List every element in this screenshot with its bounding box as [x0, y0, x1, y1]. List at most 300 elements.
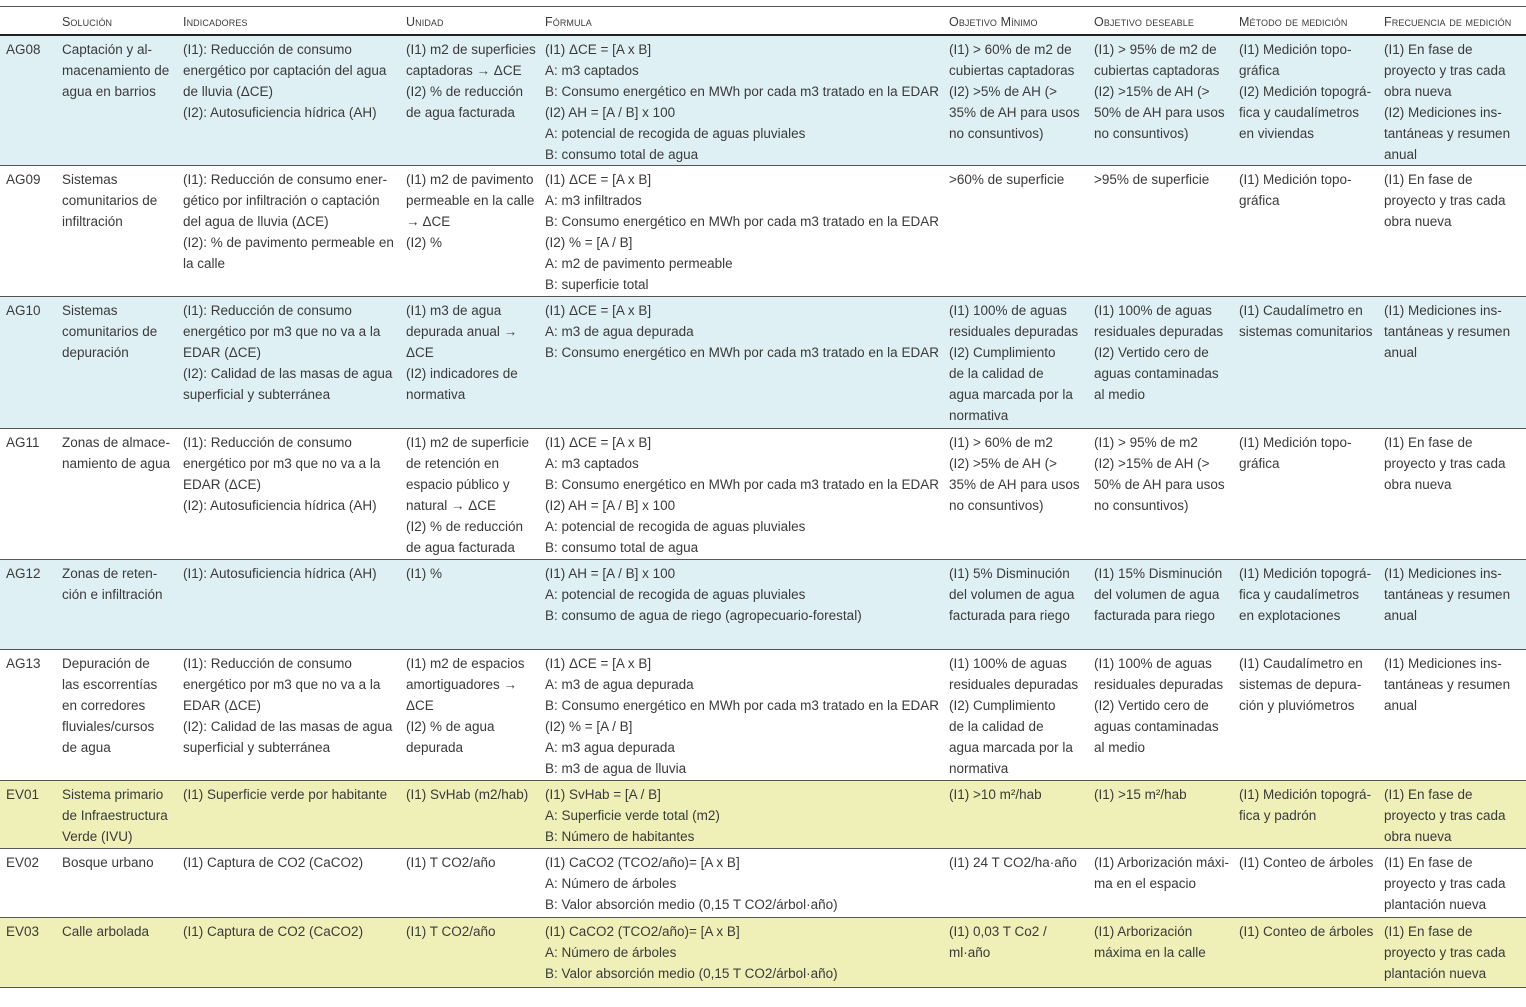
cell-line: (I1) SvHab = [A / B]	[545, 787, 661, 802]
cell-line: EDAR (ΔCE)	[183, 477, 262, 492]
cell-line: (I1) Caudalímetro en	[1239, 303, 1363, 318]
row-code: AG09	[6, 172, 41, 187]
cell-line: ción e infiltración	[62, 587, 163, 602]
cell-solucion	[56, 650, 177, 781]
cell-obj-min	[943, 849, 1088, 918]
cell-line: 35% de AH para usos	[949, 477, 1080, 492]
cell-line: A: m3 agua depurada	[545, 740, 675, 755]
cell-line: proyecto y tras cada	[1384, 193, 1506, 208]
cell-metodo	[1233, 560, 1378, 650]
cell-line: (I1) Captura de CO2 (CaCO2)	[183, 855, 364, 870]
cell-line: (I2) >15% de AH (>	[1094, 456, 1210, 471]
cell-line: normativa	[949, 761, 1009, 776]
cell-line: Bosque urbano	[62, 855, 154, 870]
cell-line: (I1) Mediciones ins-	[1384, 656, 1502, 671]
cell-line: (I1) CaCO2 (TCO2/año)= [A x B]	[545, 855, 740, 870]
cell-line: infiltración	[62, 214, 123, 229]
cell-line: B: Consumo energético en MWh por cada m3 tratado en la EDAR	[545, 214, 939, 229]
cell-formula	[539, 429, 943, 560]
cell-frecuencia	[1378, 166, 1526, 297]
cell-line: B: consumo total de agua	[545, 540, 699, 555]
cell-line: (I2) Cumplimiento	[949, 698, 1056, 713]
cell-frecuencia	[1378, 35, 1526, 166]
cell-line: residuales depuradas	[949, 324, 1079, 339]
cell-line: la calle	[183, 256, 226, 271]
cell-metodo	[1233, 429, 1378, 560]
cell-line: (I2) AH = [A / B] x 100	[545, 104, 676, 120]
cell-line: (I1) >10 m²/hab	[949, 787, 1042, 802]
cell-line: normativa	[406, 387, 466, 402]
cell-line: (I2): Calidad de las masas de agua	[183, 366, 393, 381]
cell-line: máxima en la calle	[1094, 945, 1206, 960]
cell-line: (I2) >5% de AH (>	[949, 83, 1058, 99]
cell-line: (I1) T CO2/año	[406, 855, 496, 870]
cell-line: captadoras → ΔCE	[406, 62, 522, 78]
cell-line: 50% de AH para usos	[1094, 104, 1225, 120]
cell-obj-des	[1088, 560, 1233, 650]
cell-line: obra nueva	[1384, 829, 1452, 844]
cell-line: (I1) Medición topo-	[1239, 435, 1352, 450]
row-code: AG13	[6, 656, 41, 671]
row-code: EV02	[6, 855, 40, 870]
row-code: AG11	[6, 435, 40, 450]
cell-line: (I2): Autosuficiencia hídrica (AH)	[183, 498, 377, 513]
cell-line: no consuntivos)	[1094, 125, 1189, 141]
cell-line: (I1) Medición topográ-	[1239, 566, 1372, 581]
cell-solucion	[56, 166, 177, 297]
cell-line: (I1) SvHab (m2/hab)	[406, 787, 529, 802]
cell-line: (I1) En fase de	[1384, 41, 1473, 57]
cell-line: amortiguadores →	[406, 677, 518, 692]
header-formula: Fórmula	[545, 15, 592, 29]
cell-line: (I1): Autosuficiencia hídrica (AH)	[183, 566, 377, 581]
header-objetivo-deseable: Objetivo deseable	[1094, 15, 1194, 29]
cell-line: superficial y subterránea	[183, 387, 331, 402]
header-unidad: Unidad	[406, 15, 444, 29]
cell-line: (I2): % de pavimento permeable en	[183, 235, 394, 250]
cell-obj-des	[1088, 429, 1233, 560]
cell-line: agua marcada por la	[949, 740, 1073, 755]
cell-line: (I1) En fase de	[1384, 924, 1473, 939]
cell-line: obra nueva	[1384, 477, 1452, 492]
cell-line: Depuración de	[62, 656, 150, 671]
cell-indicadores	[177, 35, 400, 166]
cell-line: de agua facturada	[406, 540, 515, 555]
cell-line: (I2) % de agua	[406, 719, 495, 734]
cell-line: tantáneas y resumen	[1384, 125, 1511, 141]
cell-solucion	[56, 429, 177, 560]
cell-line: (I2) % de reducción	[406, 519, 524, 534]
cell-indicadores	[177, 849, 400, 918]
cell-line: (I1): Reducción de consumo	[183, 656, 352, 671]
cell-obj-min	[943, 918, 1088, 988]
cell-line: depurada	[406, 740, 464, 755]
header-solucion: Solución	[62, 15, 113, 29]
cell-line: cubiertas captadoras	[1094, 62, 1220, 78]
cell-line: (I1) En fase de	[1384, 435, 1473, 450]
cell-line: (I1) 100% de aguas	[949, 303, 1067, 318]
cell-line: (I1) m2 de superficie	[406, 435, 530, 450]
cell-indicadores	[177, 650, 400, 781]
cell-line: fica y caudalímetros	[1239, 587, 1360, 602]
cell-line: (I1) En fase de	[1384, 787, 1473, 802]
cell-line: del agua de lluvia (ΔCE)	[183, 214, 329, 229]
cell-line: (I1) ΔCE = [A x B]	[545, 41, 652, 57]
cell-line: Captación y al-	[62, 41, 153, 57]
cell-line: ma en el espacio	[1094, 876, 1197, 891]
cell-line: facturada para riego	[1094, 608, 1215, 623]
cell-line: A: potencial de recogida de aguas pluviales	[545, 519, 806, 534]
cell-line: del volumen de agua	[1094, 587, 1220, 602]
cell-line: energético por m3 que no va a la	[183, 677, 381, 692]
cell-line: agua marcada por la	[949, 387, 1073, 402]
cell-line: (I2) AH = [A / B] x 100	[545, 498, 676, 513]
cell-line: de la calidad de	[949, 719, 1044, 734]
header-objetivo-minimo: Objetivo Mínimo	[949, 15, 1038, 29]
cell-line: (I1) >15 m²/hab	[1094, 787, 1187, 802]
cell-line: (I1) Captura de CO2 (CaCO2)	[183, 924, 364, 939]
cell-line: (I1) Caudalímetro en	[1239, 656, 1363, 671]
cell-metodo	[1233, 849, 1378, 918]
cell-line: (I1) 15% Disminución	[1094, 566, 1223, 581]
header-indicadores: Indicadores	[183, 15, 248, 29]
cell-obj-des	[1088, 781, 1233, 849]
cell-line: sistemas comunitarios	[1239, 324, 1373, 339]
cell-line: (I1) ΔCE = [A x B]	[545, 656, 652, 671]
cell-line: depuración	[62, 345, 129, 360]
cell-line: Calle arbolada	[62, 924, 150, 939]
cell-solucion	[56, 918, 177, 988]
cell-line: (I1) En fase de	[1384, 855, 1473, 870]
cell-line: al medio	[1094, 387, 1146, 402]
cell-line: (I1) Arborización máxi-	[1094, 855, 1230, 870]
cell-line: de agua facturada	[406, 104, 515, 120]
cell-line: B: Consumo energético en MWh por cada m3 tratado en la EDAR	[545, 345, 939, 360]
cell-line: (I2): Autosuficiencia hídrica (AH)	[183, 104, 377, 120]
cell-line: A: potencial de recogida de aguas pluviales	[545, 125, 806, 141]
cell-obj-des	[1088, 650, 1233, 781]
cell-line: tantáneas y resumen	[1384, 587, 1511, 602]
cell-frecuencia	[1378, 781, 1526, 849]
cell-solucion	[56, 849, 177, 918]
cell-line: (I1) %	[406, 566, 443, 581]
cell-obj-min	[943, 650, 1088, 781]
cell-line: proyecto y tras cada	[1384, 876, 1506, 891]
header-code	[0, 7, 56, 35]
cell-line: (I1) > 60% de m2	[949, 435, 1053, 450]
cell-metodo	[1233, 35, 1378, 166]
cell-line: (I1): Reducción de consumo	[183, 41, 352, 57]
cell-line: obra nueva	[1384, 83, 1452, 99]
cell-line: de Infraestructura	[62, 808, 168, 823]
cell-frecuencia	[1378, 650, 1526, 781]
cell-obj-min	[943, 35, 1088, 166]
cell-line: ΔCE	[406, 345, 434, 360]
table-row	[0, 849, 1526, 918]
cell-line: (I1) Medición topo-	[1239, 41, 1352, 57]
table-row	[0, 560, 1526, 650]
cell-line: ml·año	[949, 945, 991, 960]
cell-line: al medio	[1094, 740, 1146, 755]
cell-obj-des	[1088, 297, 1233, 429]
cell-indicadores	[177, 918, 400, 988]
cell-line: proyecto y tras cada	[1384, 62, 1506, 78]
cell-metodo	[1233, 650, 1378, 781]
indicators-table	[0, 6, 1526, 988]
cell-formula	[539, 849, 943, 918]
cell-line: (I1) Mediciones ins-	[1384, 566, 1502, 581]
cell-line: (I1) m2 de espacios	[406, 656, 525, 671]
cell-unidad	[400, 781, 539, 849]
cell-line: no consuntivos)	[949, 498, 1044, 513]
header-metodo: Método de medición	[1239, 15, 1348, 29]
cell-line: anual	[1384, 146, 1418, 162]
cell-formula	[539, 781, 943, 849]
cell-line: >60% de superficie	[949, 172, 1065, 187]
cell-line: B: Valor absorción medio (0,15 T CO2/árbol·año)	[545, 966, 838, 981]
row-code: AG12	[6, 566, 41, 581]
cell-solucion	[56, 560, 177, 650]
cell-obj-min	[943, 166, 1088, 297]
cell-solucion	[56, 781, 177, 849]
cell-line: (I1) ΔCE = [A x B]	[545, 435, 652, 450]
cell-line: (I2) %	[406, 235, 443, 250]
cell-line: (I2) % = [A / B]	[545, 719, 633, 734]
cell-line: (I1) 0,03 T Co2 /	[949, 924, 1047, 939]
cell-line: espacio público y	[406, 477, 510, 492]
cell-line: (I1): Reducción de consumo	[183, 303, 352, 318]
cell-line: (I1) Superficie verde por habitante	[183, 787, 388, 802]
table-row	[0, 650, 1526, 781]
cell-line: B: Consumo energético en MWh por cada m3 tratado en la EDAR	[545, 83, 939, 99]
cell-line: en corredores	[62, 698, 146, 713]
cell-line: cubiertas captadoras	[949, 62, 1075, 78]
cell-formula	[539, 650, 943, 781]
cell-indicadores	[177, 166, 400, 297]
cell-unidad	[400, 35, 539, 166]
cell-line: B: Consumo energético en MWh por cada m3 tratado en la EDAR	[545, 698, 939, 713]
cell-line: (I1) 100% de aguas	[1094, 656, 1212, 671]
cell-line: (I2) Vertido cero de	[1094, 698, 1209, 713]
cell-line: aguas contaminadas	[1094, 366, 1219, 381]
cell-line: (I1) > 95% de m2	[1094, 435, 1198, 450]
cell-obj-des	[1088, 849, 1233, 918]
cell-formula	[539, 297, 943, 429]
cell-line: anual	[1384, 608, 1418, 623]
cell-unidad	[400, 560, 539, 650]
cell-line: plantación nueva	[1384, 897, 1487, 912]
cell-unidad	[400, 849, 539, 918]
cell-line: 35% de AH para usos	[949, 104, 1080, 120]
cell-line: anual	[1384, 345, 1418, 360]
cell-line: de agua	[62, 740, 111, 755]
cell-line: (I2) >15% de AH (>	[1094, 83, 1210, 99]
cell-line: obra nueva	[1384, 214, 1452, 229]
cell-line: (I2) Mediciones ins-	[1384, 104, 1502, 120]
cell-line: (I1) m3 de agua	[406, 303, 502, 318]
cell-line: gráfica	[1239, 193, 1280, 208]
cell-line: B: m3 de agua de lluvia	[545, 761, 687, 776]
cell-line: (I1) Arborización	[1094, 924, 1193, 939]
cell-line: A: Número de árboles	[545, 945, 677, 960]
cell-formula	[539, 918, 943, 988]
table-header-row	[0, 7, 1526, 35]
cell-line: (I1): Reducción de consumo	[183, 435, 352, 450]
cell-indicadores	[177, 781, 400, 849]
row-code: EV03	[6, 924, 40, 939]
cell-line: gético por infiltración o captación	[183, 193, 380, 208]
cell-line: energético por captación del agua	[183, 62, 387, 78]
cell-line: tantáneas y resumen	[1384, 324, 1511, 339]
cell-metodo	[1233, 297, 1378, 429]
cell-line: A: m2 de pavimento permeable	[545, 256, 733, 271]
cell-formula	[539, 560, 943, 650]
cell-line: (I2) % = [A / B]	[545, 235, 633, 250]
cell-line: permeable en la calle	[406, 193, 535, 208]
cell-line: (I1) ΔCE = [A x B]	[545, 172, 652, 187]
cell-metodo	[1233, 781, 1378, 849]
cell-line: gráfica	[1239, 456, 1280, 471]
cell-line: (I1) > 95% de m2 de	[1094, 41, 1217, 57]
cell-solucion	[56, 35, 177, 166]
cell-obj-des	[1088, 918, 1233, 988]
cell-unidad	[400, 918, 539, 988]
cell-line: las escorrentías	[62, 677, 158, 692]
cell-line: → ΔCE	[406, 214, 451, 229]
cell-line: (I1) > 60% de m2 de	[949, 41, 1072, 57]
table-row	[0, 918, 1526, 988]
cell-line: Zonas de almace-	[62, 435, 171, 450]
table-row	[0, 35, 1526, 166]
cell-obj-min	[943, 781, 1088, 849]
cell-line: (I1) ΔCE = [A x B]	[545, 303, 652, 318]
cell-line: no consuntivos)	[949, 125, 1044, 141]
cell-line: energético por m3 que no va a la	[183, 456, 381, 471]
cell-line: A: m3 de agua depurada	[545, 677, 694, 692]
row-code: AG08	[6, 41, 41, 57]
cell-line: facturada para riego	[949, 608, 1070, 623]
cell-line: (I2) Cumplimiento	[949, 345, 1056, 360]
cell-line: (I1) m2 de superficies	[406, 41, 536, 57]
cell-line: proyecto y tras cada	[1384, 808, 1506, 823]
cell-line: energético por m3 que no va a la	[183, 324, 381, 339]
cell-line: (I2) Vertido cero de	[1094, 345, 1209, 360]
cell-line: (I1) Mediciones ins-	[1384, 303, 1502, 318]
cell-line: (I1) 5% Disminución	[949, 566, 1070, 581]
cell-line: A: Superficie verde total (m2)	[545, 808, 720, 823]
cell-solucion	[56, 297, 177, 429]
table-row	[0, 429, 1526, 560]
cell-line: (I1) 100% de aguas	[949, 656, 1067, 671]
cell-line: (I1): Reducción de consumo ener-	[183, 172, 388, 187]
cell-line: (I2) % de reducción	[406, 83, 524, 99]
cell-metodo	[1233, 918, 1378, 988]
cell-line: aguas contaminadas	[1094, 719, 1219, 734]
cell-line: depurada anual →	[406, 324, 518, 339]
cell-line: B: Número de habitantes	[545, 829, 695, 844]
cell-line: en explotaciones	[1239, 608, 1341, 623]
cell-frecuencia	[1378, 918, 1526, 988]
cell-line: anual	[1384, 698, 1418, 713]
cell-line: B: consumo total de agua	[545, 146, 699, 162]
cell-line: superficial y subterránea	[183, 740, 331, 755]
cell-indicadores	[177, 429, 400, 560]
cell-line: proyecto y tras cada	[1384, 456, 1506, 471]
cell-line: comunitarios de	[62, 193, 158, 208]
cell-frecuencia	[1378, 297, 1526, 429]
cell-line: del volumen de agua	[949, 587, 1075, 602]
cell-line: (I1) AH = [A / B] x 100	[545, 566, 676, 581]
cell-line: (I1) 24 T CO2/ha·año	[949, 855, 1077, 870]
cell-line: residuales depuradas	[949, 677, 1079, 692]
cell-line: B: consumo de agua de riego (agropecuario-forestal)	[545, 608, 862, 623]
cell-obj-min	[943, 297, 1088, 429]
cell-line: fluviales/cursos	[62, 719, 155, 734]
cell-line: B: Consumo energético en MWh por cada m3 tratado en la EDAR	[545, 477, 939, 492]
cell-obj-min	[943, 429, 1088, 560]
cell-line: en viviendas	[1239, 125, 1315, 141]
cell-line: Sistemas	[62, 172, 118, 187]
cell-line: (I2) >5% de AH (>	[949, 456, 1058, 471]
cell-unidad	[400, 297, 539, 429]
cell-line: de la calidad de	[949, 366, 1044, 381]
row-code: EV01	[6, 787, 40, 802]
table-row	[0, 781, 1526, 849]
cell-line: Verde (IVU)	[62, 829, 133, 844]
cell-line: normativa	[949, 408, 1009, 423]
cell-indicadores	[177, 560, 400, 650]
cell-line: B: Valor absorción medio (0,15 T CO2/árbol·año)	[545, 897, 838, 912]
cell-line: 50% de AH para usos	[1094, 477, 1225, 492]
cell-line: (I1) Medición topo-	[1239, 172, 1352, 187]
cell-line: Sistemas	[62, 303, 118, 318]
cell-indicadores	[177, 297, 400, 429]
cell-line: (I1) m2 de pavimento	[406, 172, 534, 187]
cell-line: (I2): Calidad de las masas de agua	[183, 719, 393, 734]
cell-metodo	[1233, 166, 1378, 297]
cell-line: agua en barrios	[62, 83, 156, 99]
cell-line: namiento de agua	[62, 456, 171, 471]
cell-line: B: superficie total	[545, 277, 649, 292]
cell-line: fica y caudalímetros	[1239, 104, 1360, 120]
cell-line: ción y pluviómetros	[1239, 698, 1355, 713]
cell-obj-des	[1088, 35, 1233, 166]
cell-line: EDAR (ΔCE)	[183, 345, 262, 360]
cell-line: (I1) T CO2/año	[406, 924, 496, 939]
cell-line: residuales depuradas	[1094, 677, 1224, 692]
cell-line: plantación nueva	[1384, 966, 1487, 981]
cell-line: fica y padrón	[1239, 808, 1317, 823]
cell-line: tantáneas y resumen	[1384, 677, 1511, 692]
cell-frecuencia	[1378, 560, 1526, 650]
cell-line: EDAR (ΔCE)	[183, 698, 262, 713]
cell-unidad	[400, 650, 539, 781]
cell-line: residuales depuradas	[1094, 324, 1224, 339]
cell-line: A: m3 captados	[545, 62, 639, 78]
cell-line: (I2) indicadores de	[406, 366, 518, 381]
header-frecuencia: Frecuencia de medición	[1384, 15, 1512, 29]
cell-line: sistemas de depura-	[1239, 677, 1362, 692]
cell-line: no consuntivos)	[1094, 498, 1189, 513]
cell-line: (I2) Medición topográ-	[1239, 83, 1372, 99]
cell-line: natural → ΔCE	[406, 498, 497, 513]
cell-frecuencia	[1378, 849, 1526, 918]
row-code: AG10	[6, 303, 41, 318]
cell-line: de retención en	[406, 456, 500, 471]
cell-line: Zonas de reten-	[62, 566, 158, 581]
cell-unidad	[400, 166, 539, 297]
cell-line: macenamiento de	[62, 62, 170, 78]
